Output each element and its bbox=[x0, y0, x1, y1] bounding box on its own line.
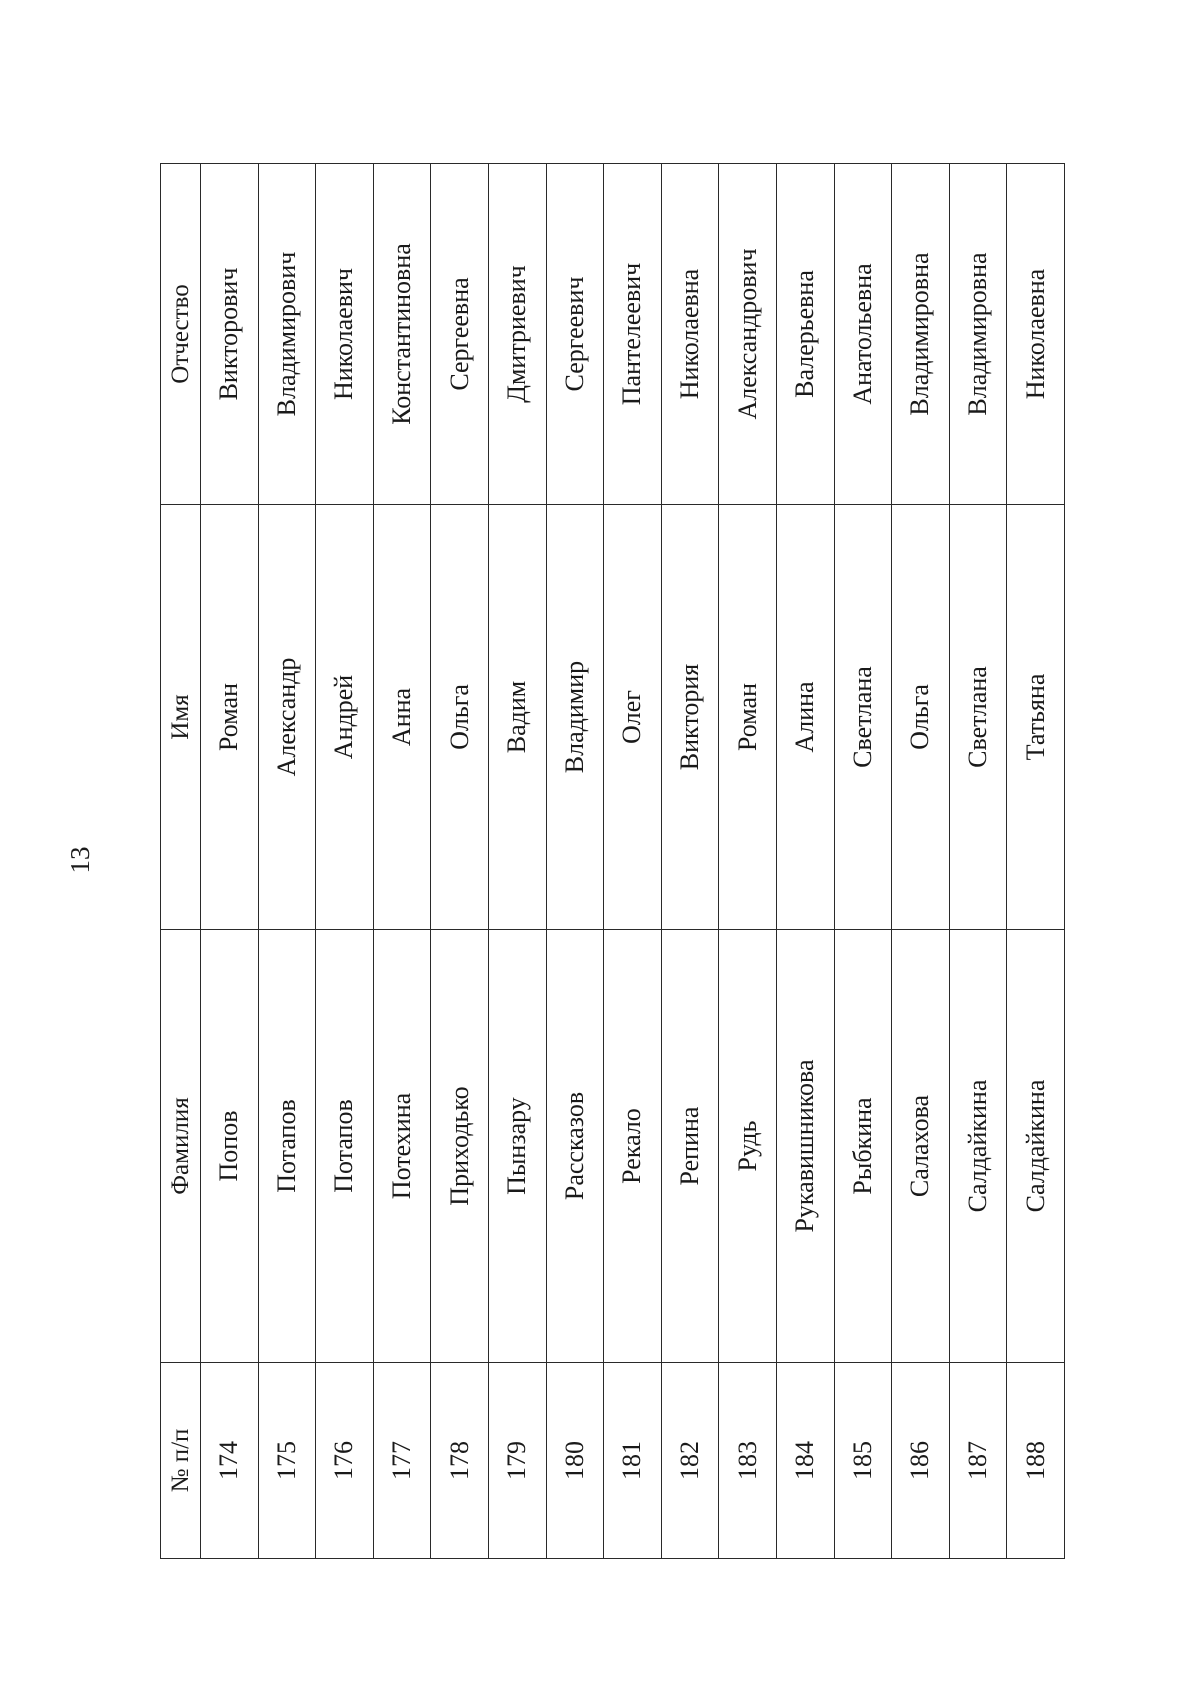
cell-last-name: Попов bbox=[201, 930, 259, 1363]
cell-number: 183 bbox=[719, 1363, 777, 1559]
cell-last-name: Рукавишникова bbox=[776, 930, 834, 1363]
cell-patronymic: Владимировна bbox=[949, 164, 1007, 505]
header-first-name: Имя bbox=[161, 505, 201, 930]
cell-last-name: Пынзару bbox=[488, 930, 546, 1363]
table-row bbox=[316, 164, 374, 1559]
cell-patronymic: Сергеевна bbox=[431, 164, 489, 505]
table-row bbox=[258, 164, 316, 1559]
header-number: № п/п bbox=[161, 1363, 201, 1559]
cell-last-name: Рассказов bbox=[546, 930, 604, 1363]
table-row bbox=[604, 164, 662, 1559]
cell-number: 185 bbox=[834, 1363, 892, 1559]
cell-number: 174 bbox=[201, 1363, 259, 1559]
cell-first-name: Роман bbox=[719, 505, 777, 930]
cell-number: 184 bbox=[776, 1363, 834, 1559]
cell-patronymic: Пантелеевич bbox=[604, 164, 662, 505]
cell-last-name: Рудь bbox=[719, 930, 777, 1363]
header-last-name: Фамилия bbox=[161, 930, 201, 1363]
cell-first-name: Роман bbox=[201, 505, 259, 930]
cell-last-name: Репина bbox=[661, 930, 719, 1363]
cell-first-name: Александр bbox=[258, 505, 316, 930]
cell-first-name: Виктория bbox=[661, 505, 719, 930]
cell-last-name: Рыбкина bbox=[834, 930, 892, 1363]
cell-patronymic: Валерьевна bbox=[776, 164, 834, 505]
cell-patronymic: Николаевна bbox=[1007, 164, 1065, 505]
table-row bbox=[949, 164, 1007, 1559]
cell-number: 177 bbox=[373, 1363, 431, 1559]
cell-number: 176 bbox=[316, 1363, 374, 1559]
table-row bbox=[431, 164, 489, 1559]
cell-number: 187 bbox=[949, 1363, 1007, 1559]
cell-number: 181 bbox=[604, 1363, 662, 1559]
table-row bbox=[892, 164, 950, 1559]
cell-patronymic: Александрович bbox=[719, 164, 777, 505]
cell-last-name: Потехина bbox=[373, 930, 431, 1363]
roster-table-wrapper bbox=[160, 164, 1065, 1559]
cell-patronymic: Николаевич bbox=[316, 164, 374, 505]
cell-patronymic: Владимирович bbox=[258, 164, 316, 505]
cell-first-name: Владимир bbox=[546, 505, 604, 930]
cell-patronymic: Дмитриевич bbox=[488, 164, 546, 505]
cell-patronymic: Николаевна bbox=[661, 164, 719, 505]
cell-last-name: Потапов bbox=[316, 930, 374, 1363]
cell-first-name: Татьяна bbox=[1007, 505, 1065, 930]
cell-last-name: Салдайкина bbox=[1007, 930, 1065, 1363]
cell-first-name: Ольга bbox=[431, 505, 489, 930]
roster-table bbox=[160, 163, 1065, 1559]
table-row bbox=[834, 164, 892, 1559]
cell-first-name: Светлана bbox=[834, 505, 892, 930]
cell-number: 175 bbox=[258, 1363, 316, 1559]
cell-last-name: Салахова bbox=[892, 930, 950, 1363]
table-row bbox=[661, 164, 719, 1559]
cell-patronymic: Владимировна bbox=[892, 164, 950, 505]
table-row bbox=[201, 164, 259, 1559]
cell-number: 186 bbox=[892, 1363, 950, 1559]
page-number: 13 bbox=[65, 846, 95, 874]
table-row bbox=[776, 164, 834, 1559]
cell-number: 182 bbox=[661, 1363, 719, 1559]
cell-patronymic: Анатольевна bbox=[834, 164, 892, 505]
cell-patronymic: Константиновна bbox=[373, 164, 431, 505]
table-row bbox=[719, 164, 777, 1559]
cell-number: 180 bbox=[546, 1363, 604, 1559]
table-row bbox=[1007, 164, 1065, 1559]
header-patronymic: Отчество bbox=[161, 164, 201, 505]
table-row bbox=[488, 164, 546, 1559]
cell-patronymic: Викторович bbox=[201, 164, 259, 505]
cell-last-name: Потапов bbox=[258, 930, 316, 1363]
cell-last-name: Рекало bbox=[604, 930, 662, 1363]
table-header-row bbox=[161, 164, 201, 1559]
table-body bbox=[201, 164, 1065, 1559]
cell-first-name: Андрей bbox=[316, 505, 374, 930]
cell-first-name: Анна bbox=[373, 505, 431, 930]
cell-last-name: Салдайкина bbox=[949, 930, 1007, 1363]
cell-number: 178 bbox=[431, 1363, 489, 1559]
cell-first-name: Алина bbox=[776, 505, 834, 930]
table-row bbox=[546, 164, 604, 1559]
cell-first-name: Ольга bbox=[892, 505, 950, 930]
cell-last-name: Приходько bbox=[431, 930, 489, 1363]
cell-first-name: Вадим bbox=[488, 505, 546, 930]
cell-number: 179 bbox=[488, 1363, 546, 1559]
table-row bbox=[373, 164, 431, 1559]
cell-patronymic: Сергеевич bbox=[546, 164, 604, 505]
cell-first-name: Олег bbox=[604, 505, 662, 930]
cell-first-name: Светлана bbox=[949, 505, 1007, 930]
cell-number: 188 bbox=[1007, 1363, 1065, 1559]
